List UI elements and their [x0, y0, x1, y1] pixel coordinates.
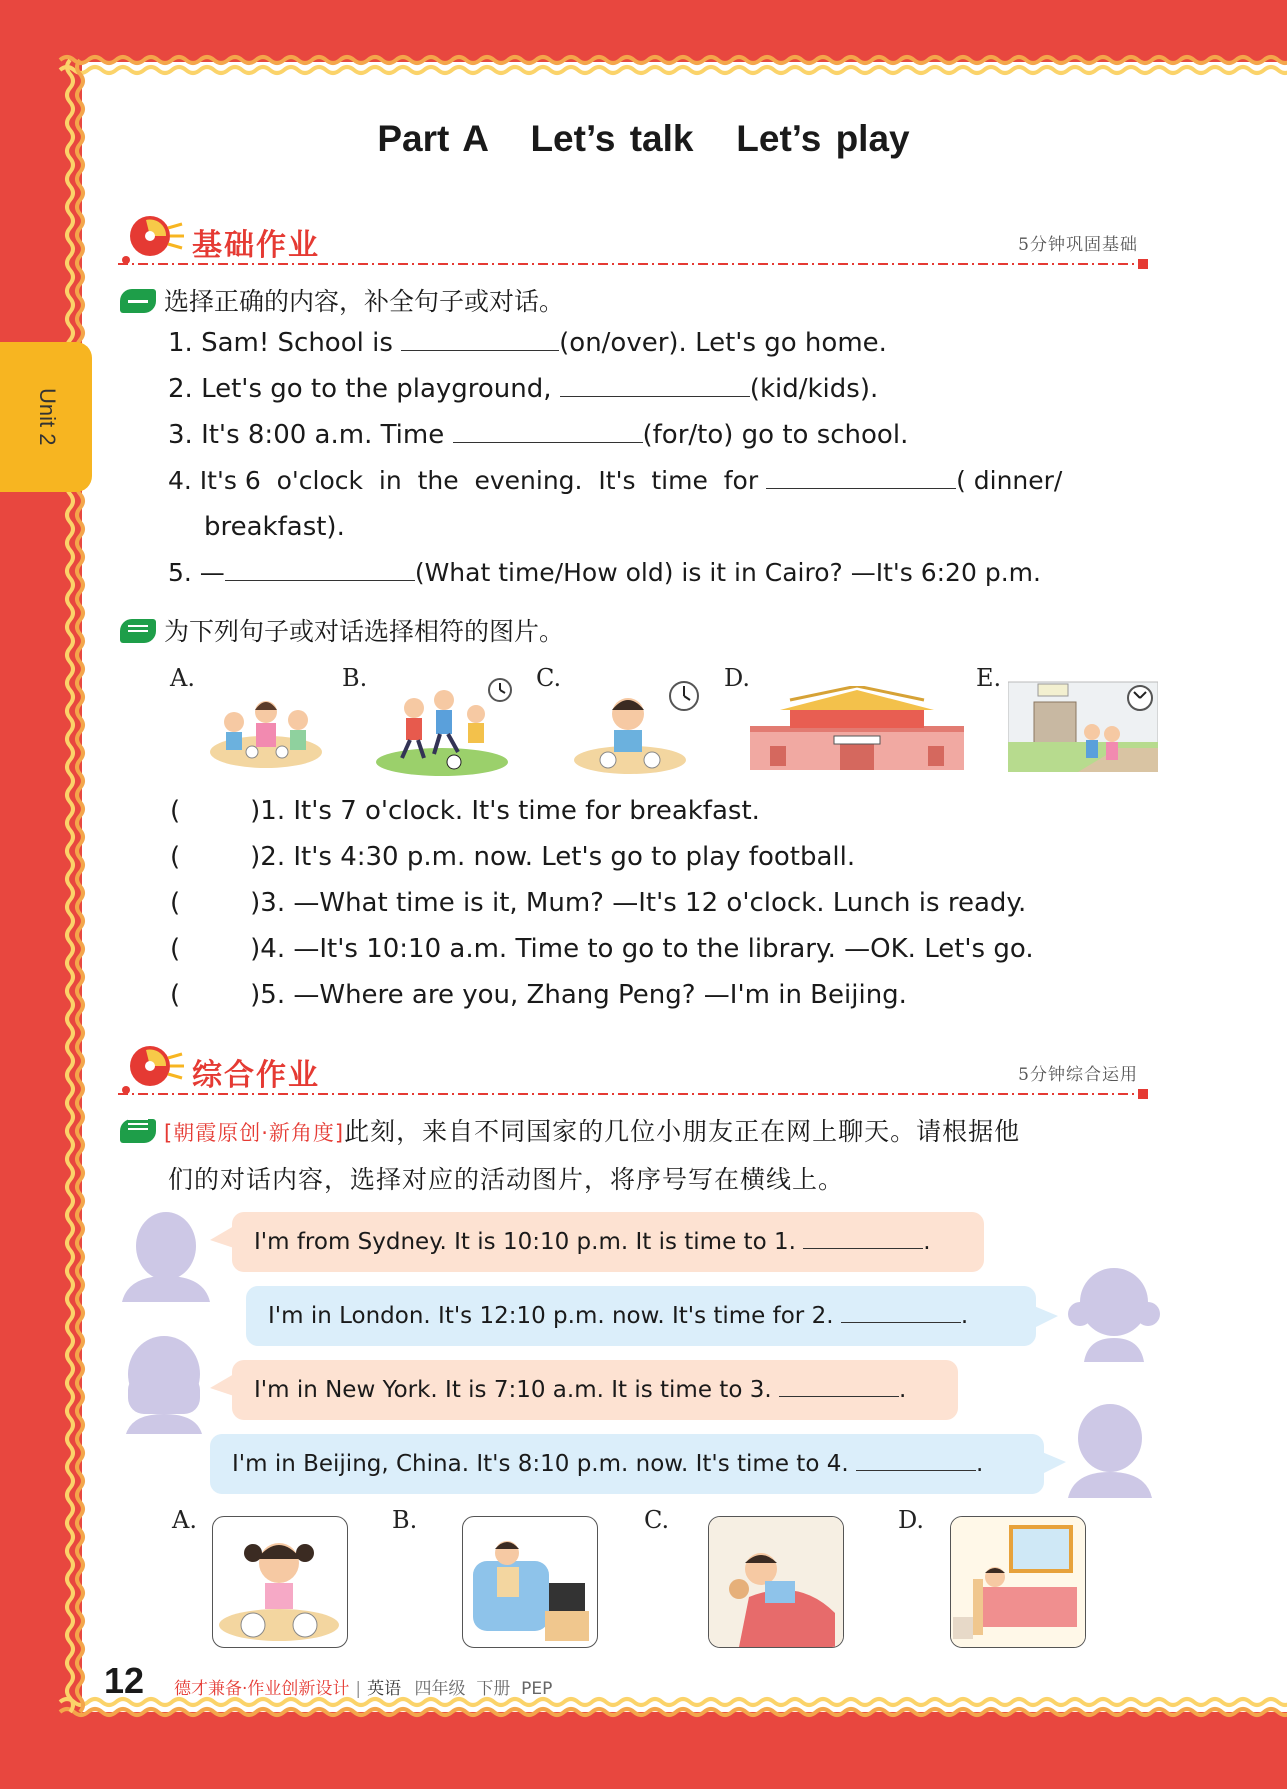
q3-option-b-label: B. [392, 1506, 418, 1534]
q1-item-4-continued-text: breakfast). [204, 512, 345, 542]
q2-item-5 [170, 980, 907, 1010]
boy-avatar-silhouette [116, 1206, 214, 1302]
girl-in-bed-picture [950, 1516, 1086, 1648]
q2-item-4 [170, 934, 1034, 964]
unit-tab-label: Unit 2 [35, 388, 60, 446]
q2-item-3 [170, 888, 1026, 918]
q1-item-2-text: 2. Let's go to the playground, [168, 374, 560, 404]
q2-item-3-paren: ( [170, 888, 181, 918]
bubble-tail-right [1034, 1306, 1058, 1330]
chat-bubble-new-york-end: . [898, 1377, 907, 1403]
q1-item-4 [168, 466, 1062, 495]
section-comprehensive-header [118, 1038, 1158, 1096]
page-title: Part A Let’s talk Let’s play [377, 118, 910, 159]
q1-item-5 [168, 558, 1041, 587]
football-picture [372, 674, 512, 778]
family-lunch-picture [204, 680, 328, 776]
q1-item-1-blank[interactable] [401, 330, 559, 351]
q2-item-1-text: )1. It's 7 o'clock. It's time for breakfast. [250, 796, 760, 826]
bubble-tail-left [210, 1226, 234, 1250]
q2-item-4-paren: ( [170, 934, 181, 964]
section-comprehensive-rule [118, 1088, 1158, 1100]
tiananmen-picture [750, 686, 964, 770]
long-hair-avatar-silhouette [116, 1330, 212, 1434]
q1-item-4-text: 4. It's 6 o'clock in the evening. It's time for [168, 466, 767, 495]
q3-option-a-label: A. [172, 1506, 197, 1534]
section-basic-header [118, 208, 1158, 266]
boy-sleeping-picture [708, 1516, 844, 1648]
q2-option-a-label: A. [170, 664, 195, 692]
q1-number-badge [120, 289, 156, 313]
q1-item-5-blank[interactable] [225, 560, 415, 581]
q2-item-5-text: )5. —Where are you, Zhang Peng? —I'm in Beijing. [250, 980, 907, 1010]
bubble-tail-right [1042, 1452, 1066, 1476]
chat-bubble-sydney-blank[interactable] [803, 1230, 923, 1249]
footer-separator: | [355, 1679, 362, 1699]
section-basic-rule [118, 258, 1158, 270]
q2-option-d-label: D. [724, 664, 751, 692]
short-hair-avatar-silhouette [1060, 1398, 1156, 1498]
q1-item-3-text: 3. It's 8:00 a.m. Time [168, 420, 453, 450]
footer-brand [174, 1674, 552, 1699]
chat-bubble-new-york [232, 1360, 958, 1420]
section-comprehensive-note: 5分钟综合运用 [1018, 1065, 1138, 1085]
chat-bubble-sydney-text: I'm from Sydney. It is 10:10 p.m. It is time to 1. [254, 1229, 804, 1255]
chat-bubble-sydney-end: . [923, 1229, 931, 1255]
q1-instruction: 选择正确的内容，补全句子或对话。 [164, 287, 565, 316]
q1-item-1 [168, 328, 887, 358]
q3-option-c-label: C. [644, 1506, 670, 1534]
q1-heading [120, 282, 564, 318]
bubble-tail-left [210, 1374, 234, 1398]
page-footer [104, 1660, 1204, 1704]
q1-item-3-options: (for/to) go to school. [642, 420, 909, 450]
q2-option-c-label: C. [536, 664, 562, 692]
unit-side-tab [0, 342, 92, 492]
q2-item-2-text: )2. It's 4:30 p.m. now. Let's go to play football. [250, 842, 856, 872]
q3-heading [120, 1112, 1020, 1148]
q2-item-2-paren: ( [170, 842, 181, 872]
q2-heading [120, 612, 564, 648]
q2-item-4-text: )4. —It's 10:10 a.m. Time to go to the library. —OK. Let's go. [250, 934, 1034, 964]
section-basic-title: 基础作业 [192, 228, 320, 263]
page-number: 12 [104, 1660, 145, 1701]
footer-brand-text: 德才兼备·作业创新设计 [174, 1679, 350, 1699]
chat-bubble-beijing-end: . [975, 1451, 984, 1477]
boy-watching-tv-picture [462, 1516, 598, 1648]
chat-bubble-beijing [210, 1434, 1044, 1494]
q1-item-1-text: 1. Sam! School is [168, 328, 402, 358]
girl-avatar-silhouette [1066, 1258, 1162, 1362]
chat-bubble-beijing-text: I'm in Beijing, China. It's 8:10 p.m. now. It's time to 4. [232, 1451, 856, 1477]
chat-bubble-london-end: . [960, 1303, 969, 1329]
chat-bubble-beijing-blank[interactable] [856, 1452, 976, 1471]
q1-item-4-blank[interactable] [766, 468, 956, 489]
q3-instruction-line2: 们的对话内容，选择对应的活动图片，将序号写在横线上。 [168, 1165, 845, 1194]
chat-bubble-london-text: I'm in London. It's 12:10 p.m. now. It's time for 2. [268, 1303, 841, 1329]
q3-number-badge [120, 1119, 156, 1143]
q2-item-5-paren: ( [170, 980, 181, 1010]
footer-subject: 英语 [367, 1679, 402, 1699]
q1-item-2-options: (kid/kids). [749, 374, 879, 404]
chat-bubble-new-york-text: I'm in New York. It is 7:10 a.m. It is time to 3. [254, 1377, 779, 1403]
q1-item-2 [168, 374, 878, 404]
section-basic-note: 5分钟巩固基础 [1018, 235, 1138, 255]
footer-grade: 四年级 下册 PEP [414, 1679, 553, 1699]
q3-instruction-line1: 此刻，来自不同国家的几位小朋友正在网上聊天。请根据他 [344, 1117, 1021, 1146]
breakfast-picture [568, 674, 704, 778]
q2-option-b-label: B. [342, 664, 368, 692]
chat-bubble-new-york-blank[interactable] [779, 1378, 899, 1397]
q2-number-badge [120, 619, 156, 643]
q3-tag: [朝霞原创·新角度] [164, 1121, 345, 1145]
library-picture [1008, 672, 1158, 776]
q1-item-4-options: ( dinner/ [956, 466, 1063, 495]
q2-item-2 [170, 842, 855, 872]
section-comprehensive-title: 综合作业 [192, 1058, 320, 1093]
q2-instruction: 为下列句子或对话选择相符的图片。 [164, 617, 565, 646]
q1-item-3 [168, 420, 908, 450]
q2-option-e-label: E. [976, 664, 1002, 692]
q1-item-4-continued [204, 512, 345, 542]
q2-item-1 [170, 796, 760, 826]
q3-option-d-label: D. [898, 1506, 925, 1534]
q2-item-1-paren: ( [170, 796, 181, 826]
q2-item-3-text: )3. —What time is it, Mum? —It's 12 o'clock. Lunch is ready. [250, 888, 1027, 918]
q1-item-2-blank[interactable] [560, 376, 750, 397]
q1-item-5-options: (What time/How old) is it in Cairo? —It's 6:20 p.m. [414, 558, 1041, 587]
girl-eating-picture [212, 1516, 348, 1648]
q1-item-1-options: (on/over). Let's go home. [559, 328, 887, 358]
q1-item-3-blank[interactable] [453, 422, 643, 443]
chat-bubble-london-blank[interactable] [841, 1304, 961, 1323]
chat-bubble-sydney [232, 1212, 984, 1272]
q1-item-5-text: 5. — [168, 558, 225, 587]
chat-bubble-london [246, 1286, 1036, 1346]
